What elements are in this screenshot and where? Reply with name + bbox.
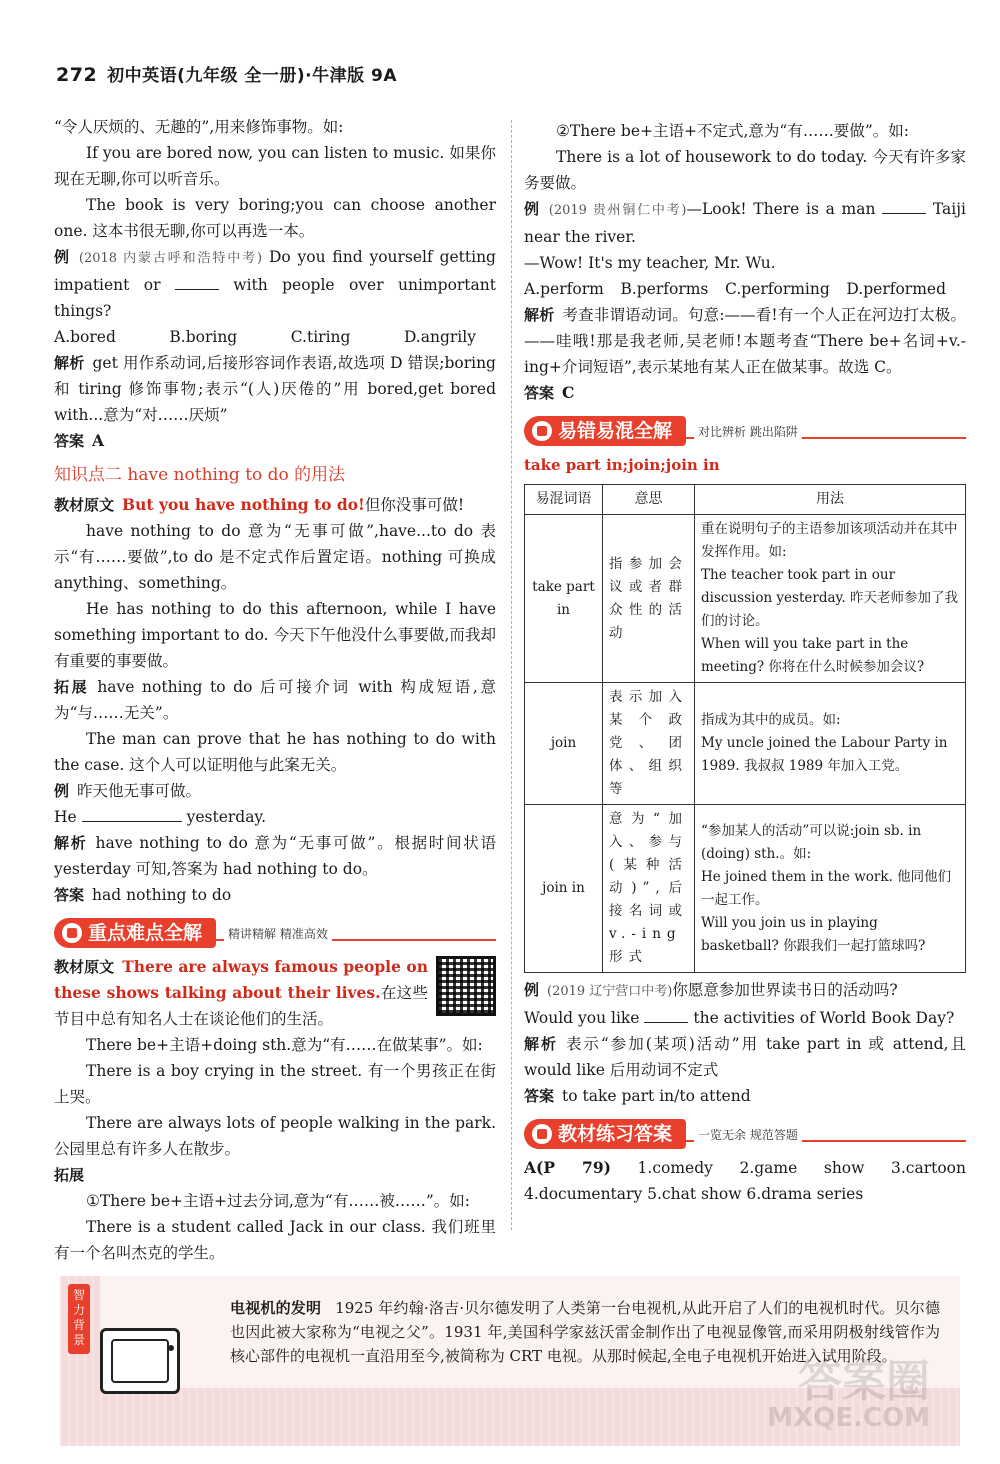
banner-line (686, 1126, 966, 1142)
exercise-2 (54, 778, 496, 804)
analysis-label: 解析 (524, 306, 555, 324)
banner-line (216, 925, 496, 941)
section-banner-answers (524, 1119, 966, 1149)
extension-label-line (54, 1162, 496, 1188)
left-column (54, 114, 496, 1266)
example-sentence: There is a lot of housework to do today. 今天有许多家务要做。 (524, 148, 966, 192)
options (524, 276, 966, 302)
page-header (56, 62, 397, 89)
table-header-row (525, 485, 966, 515)
answer-blank (82, 808, 182, 822)
usage-cell (695, 515, 966, 683)
extension-label: 拓展 (54, 678, 90, 696)
watermark-url: MXQE.COM (767, 1403, 930, 1433)
comparison-table (524, 484, 966, 973)
exercise-1 (54, 244, 496, 324)
original-label: 教材原文 (54, 496, 115, 514)
qr-code-icon[interactable] (436, 956, 496, 1016)
answer-label: 答案 (54, 432, 85, 450)
tv-knob (168, 1345, 174, 1351)
usage-line: Will you join us in playing basketball? 你跟我们一起打篮球吗? (701, 914, 926, 954)
option-d: D.angrily (403, 328, 476, 346)
section-banner-key-points (54, 918, 496, 948)
answer-label: 答案 (524, 1087, 555, 1105)
answer-4 (524, 1083, 966, 1109)
info-body: 1925 年约翰·洛吉·贝尔德发明了人类第一台电视机,从此开启了人们的电视机时代。贝尔德也因此被大家称为“电视之父”。1931 年,美国科学家兹沃雷金制作出了电视显像管,而采用阴极射线管作为核心部件的电视机一直沿用至今,被简称为 CRT 电视。从那时候起,全电子电视机开始进入试用阶段。 (230, 1299, 940, 1365)
answer-2 (54, 882, 496, 908)
usage-line: 重在说明句子的主语参加该项活动并在其中发挥作用。如: (701, 521, 958, 560)
example-sentence: There are always lots of people walking in the park. 公园里总有许多人在散步。 (54, 1114, 496, 1158)
analysis-label: 解析 (524, 1035, 558, 1053)
table-row (525, 805, 966, 973)
extension-text: have nothing to do 后可接介词 with 构成短语,意为“与……无关”。 (54, 678, 496, 722)
answer-1 (54, 428, 496, 454)
para: “令人厌烦的、无趣的”,用来修饰事物。如: (54, 118, 344, 136)
example-label: 例 (524, 200, 541, 218)
para: have nothing to do 意为“无事可做”,have...to do 表示“有……要做”,to do 是不定式作后置定语。nothing 可换成 anything、something。 (54, 522, 496, 592)
original-text (54, 492, 496, 518)
banner-title: 教材练习答案 (558, 1123, 673, 1145)
usage-cell (695, 683, 966, 805)
banner-pill (54, 918, 216, 948)
word-cell: join in (525, 805, 603, 973)
exercise-4-blank (524, 1005, 966, 1031)
analysis-text: 考查非谓语动词。句意:——看!有一个人正在河边打太极。——哇哦!那是我老师,吴老师!本题考查“There be+名词+v.-ing+介词短语”,表示某地有某人正在做某事。故选 C。 (524, 306, 966, 376)
banner-subtitle: 对比辨析 跳出陷阱 (694, 419, 802, 445)
answer-text: to take part in/to attend (562, 1087, 751, 1105)
analysis-2 (54, 830, 496, 882)
question-cn: 你愿意参加世界读书日的活动吗? (672, 981, 898, 999)
analysis-text: 表示“参加(某项)活动”用 take part in 或 attend,且 would like 后用动词不定式 (524, 1035, 966, 1079)
question-text: —Look! There is a man (686, 200, 876, 218)
meaning-cell: 意为“加入、参与(某种活动)”,后接名词或 v.-ing 形式 (603, 805, 695, 973)
television-icon (100, 1328, 180, 1394)
banner-pill (524, 416, 686, 446)
answers-text: 1.comedy 2.game show 3.cartoon 4.documentary 5.chat show 6.drama series (524, 1159, 966, 1203)
original-cn: 但你没事可做! (364, 496, 465, 514)
analysis-1 (54, 350, 496, 428)
megaphone-icon (62, 923, 82, 943)
answer-blank (882, 200, 926, 214)
exam-source: (2019 贵州铜仁中考) (548, 203, 687, 218)
question-text: yesterday. (186, 808, 267, 826)
answer-text: C (562, 383, 575, 402)
option-a: A.perform (524, 280, 604, 298)
option-b: B.performs (620, 280, 709, 298)
answer-blank (175, 276, 219, 290)
column-header: 易混词语 (525, 485, 603, 515)
watermark-text: 答案圈 (798, 1356, 930, 1407)
question-text: He (54, 808, 77, 826)
info-tab: 智力背景 (68, 1284, 90, 1354)
question-text: Do you find yourself getting impatient or (54, 248, 496, 294)
option-d: D.performed (846, 280, 946, 298)
example-label: 例 (54, 248, 71, 266)
exam-source: (2018 内蒙古呼和浩特中考) (78, 251, 263, 266)
question-text: Taiji near the river. (524, 200, 966, 246)
usage-line: The teacher took part in our discussion yesterday. 昨天老师参加了我们的讨论。 (701, 567, 958, 629)
exercise-answers (524, 1155, 966, 1207)
table-row (525, 515, 966, 683)
options (54, 324, 496, 350)
original-label: 教材原文 (54, 958, 115, 976)
example-label: 例 (54, 782, 70, 800)
original-en: But you have nothing to do! (122, 495, 365, 514)
original-text-3 (54, 954, 496, 1032)
column-header: 用法 (695, 485, 966, 515)
comparison-title: take part in;join;join in (524, 456, 720, 474)
banner-subtitle: 精讲精解 精准高效 (224, 921, 332, 947)
megaphone-icon (532, 1124, 552, 1144)
info-title: 电视机的发明 (230, 1299, 322, 1317)
analysis-4 (524, 1031, 966, 1083)
answer-label: 答案 (54, 886, 85, 904)
banner-pill (524, 1119, 686, 1149)
word-cell: take part in (525, 515, 603, 683)
example-sentence: If you are bored now, you can listen to music. 如果你现在无聊,你可以听音乐。 (54, 144, 496, 188)
exercise-2-blank (54, 804, 496, 830)
word-cell: join (525, 683, 603, 805)
banner-line (686, 423, 966, 439)
exercise-4 (524, 977, 966, 1005)
option-c: C.tiring (290, 328, 351, 346)
question-cn: 昨天他无事可做。 (77, 782, 202, 800)
question-text: with people over unimportant things? (54, 276, 496, 320)
para: ①There be+主语+过去分词,意为“有……被……”。如: (86, 1192, 470, 1210)
background-info-box (60, 1276, 960, 1446)
table-row (525, 683, 966, 805)
original-cn: 在这些节目中总有知名人士在谈论他们的生活。 (54, 984, 428, 1028)
usage-cell (695, 805, 966, 973)
banner-subtitle: 一览无余 规范答题 (694, 1122, 802, 1148)
banner-title: 重点难点全解 (88, 922, 203, 944)
example-sentence: There is a student called Jack in our class. 我们班里有一个名叫杰克的学生。 (54, 1218, 496, 1262)
example-sentence: The man can prove that he has nothing to do with the case. 这个人可以证明他与此案无关。 (54, 730, 496, 774)
section-banner-confusables (524, 416, 966, 446)
extension (54, 674, 496, 726)
column-divider (511, 120, 512, 1230)
tv-screen (111, 1339, 169, 1383)
answer-text: had nothing to do (92, 886, 232, 904)
answer-blank (644, 1009, 688, 1023)
answer-label: 答案 (524, 384, 555, 402)
para: There be+主语+doing sth.意为“有……在做某事”。如: (86, 1036, 483, 1054)
answer-3 (524, 380, 966, 406)
usage-line: “参加某人的活动”可以说:join sb. in (doing) sth.。如: (701, 822, 922, 862)
example-label: 例 (524, 981, 540, 999)
example-sentence: There is a boy crying in the street. 有一个男孩正在街上哭。 (54, 1062, 496, 1106)
usage-line: He joined them in the work. 他同他们一起工作。 (701, 868, 952, 908)
right-column (524, 118, 966, 1207)
option-b: B.boring (169, 328, 238, 346)
exercise-3 (524, 196, 966, 250)
analysis-text: have nothing to do 意为“无事可做”。根据时间状语 yesterday 可知,答案为 had nothing to do。 (54, 834, 496, 878)
usage-line: My uncle joined the Labour Party in 1989. 我叔叔 1989 年加入工党。 (701, 735, 948, 774)
option-c: C.performing (725, 280, 830, 298)
analysis-3 (524, 302, 966, 380)
banner-title: 易错易混全解 (558, 420, 673, 442)
analysis-text: get 用作系动词,后接形容词作表语,故选项 D 错误;boring 和 tiring 修饰事物;表示“(人)厌倦的”用 bored,get bored with...意为“对……厌烦” (54, 354, 496, 424)
analysis-label: 解析 (54, 834, 88, 852)
question-text: the activities of World Book Day? (693, 1009, 955, 1027)
answer-text: A (92, 431, 105, 450)
example-sentence: The book is very boring;you can choose another one. 这本书很无聊,你可以再选一本。 (54, 196, 496, 240)
knowledge-point-2: 知识点二 have nothing to do 的用法 (54, 465, 346, 485)
option-a: A.bored (54, 328, 116, 346)
book-title: 初中英语(九年级 全一册)·牛津版 9A (107, 66, 397, 86)
page-number: 272 (56, 64, 98, 86)
watermark (767, 1356, 930, 1433)
original-en: There are always famous people on these shows talking about their lives. (54, 957, 428, 1002)
question-text: Would you like (524, 1009, 640, 1027)
exam-source: (2019 辽宁营口中考) (547, 984, 673, 999)
para: ②There be+主语+不定式,意为“有……要做”。如: (556, 122, 909, 140)
extension-label: 拓展 (54, 1166, 85, 1184)
megaphone-icon (532, 421, 552, 441)
meaning-cell: 表示加入某个政党、团体、组织等 (603, 683, 695, 805)
column-header: 意思 (603, 485, 695, 515)
meaning-cell: 指参加会议或者群众性的活动 (603, 515, 695, 683)
analysis-label: 解析 (54, 354, 85, 372)
usage-line: When will you take part in the meeting? 你将在什么时候参加会议? (701, 636, 925, 675)
usage-line: 指成为其中的成员。如: (701, 712, 841, 728)
answers-label: A(P 79) (524, 1158, 611, 1177)
question-line: —Wow! It's my teacher, Mr. Wu. (524, 254, 776, 272)
example-sentence: He has nothing to do this afternoon, while I have something important to do. 今天下午他没什么事要做,而我却有重要的事要做。 (54, 600, 496, 670)
